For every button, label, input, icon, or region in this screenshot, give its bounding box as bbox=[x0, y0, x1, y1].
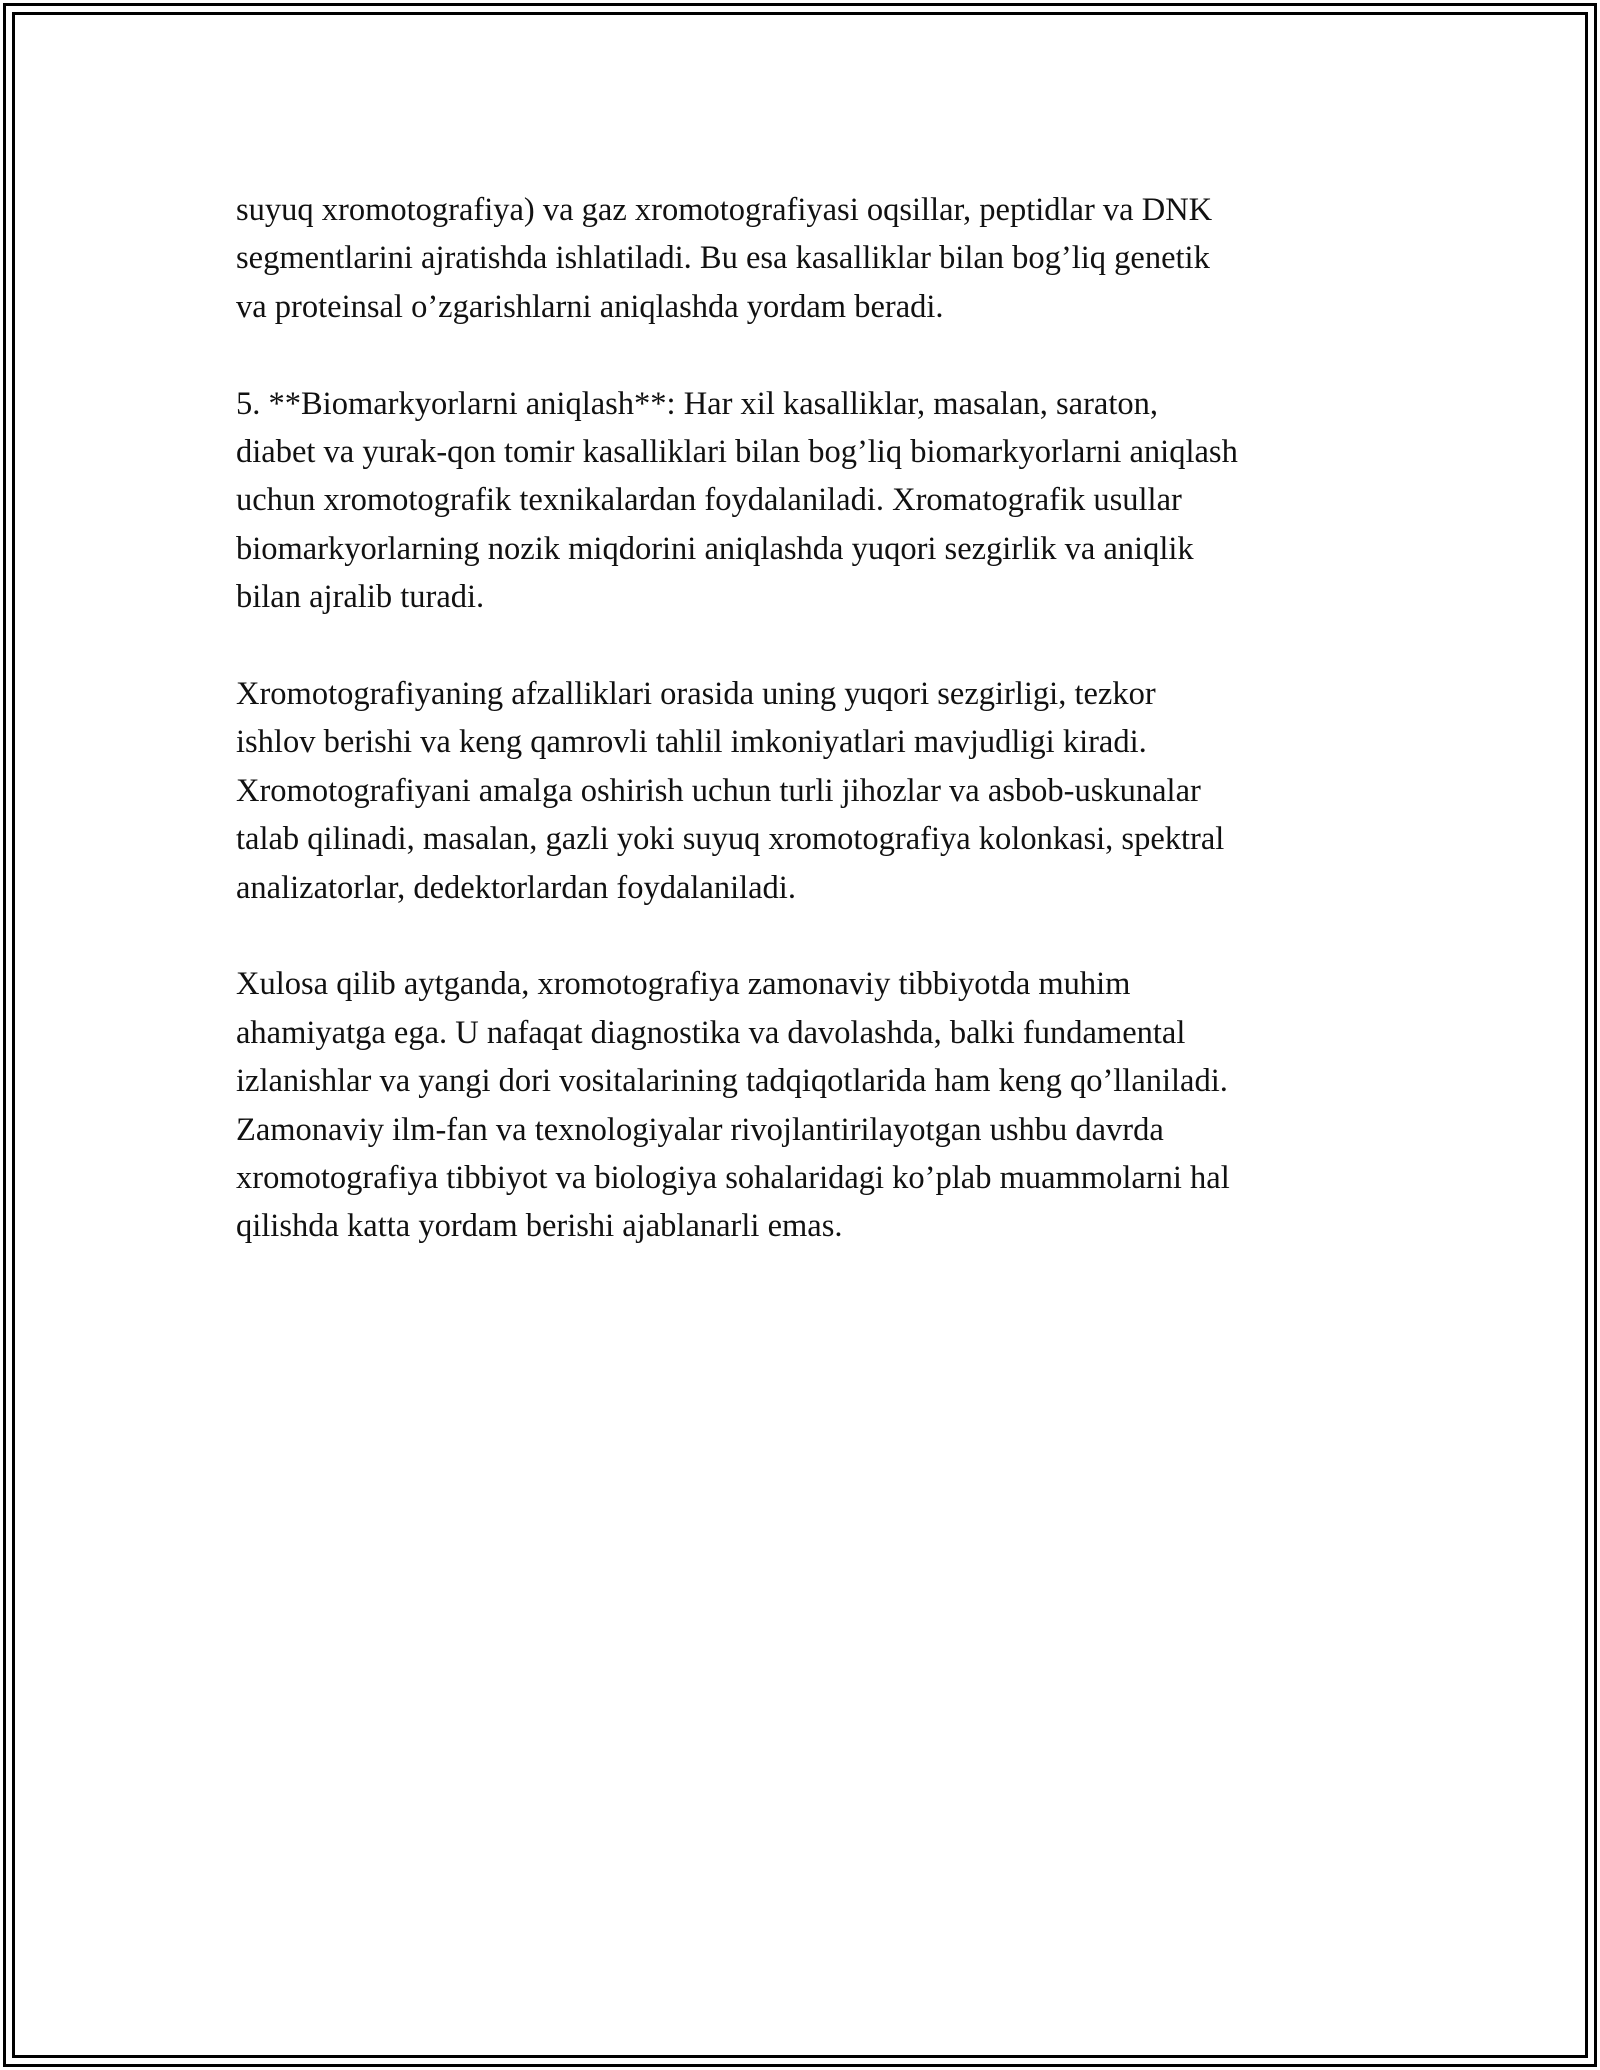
text-line: bilan ajralib turadi. bbox=[236, 579, 485, 616]
text-line: xromotografiya tibbiyot va biologiya sohalaridagi ko’plab muammolarni hal bbox=[236, 1160, 1230, 1197]
text-line: Xromotografiyani amalga oshirish uchun turli jihozlar va asbob-uskunalar bbox=[236, 772, 1201, 809]
text-line: 5. **Biomarkyorlarni aniqlash**: Har xil kasalliklar, masalan, saraton, bbox=[236, 385, 1158, 422]
text-line: diabet va yurak-qon tomir kasalliklari bilan bog’liq biomarkyorlarni aniqlash bbox=[236, 434, 1238, 471]
text-line: Zamonaviy ilm-fan va texnologiyalar rivojlantirilayotgan ushbu davrda bbox=[236, 1111, 1164, 1148]
paragraph-biomarkers bbox=[236, 380, 1376, 622]
text-line: talab qilinadi, masalan, gazli yoki suyuq xromotografiya kolonkasi, spektral bbox=[236, 821, 1225, 858]
text-line: va proteinsal o’zgarishlarni aniqlashda yordam beradi. bbox=[236, 288, 944, 325]
text-line: Xromotografiyaning afzalliklari orasida uning yuqori sezgirligi, tezkor bbox=[236, 676, 1156, 713]
paragraph-continuation bbox=[236, 186, 1376, 331]
paragraph-advantages bbox=[236, 670, 1376, 912]
text-line: suyuq xromotografiya) va gaz xromotografiyasi oqsillar, peptidlar va DNK bbox=[236, 192, 1213, 228]
text-line: biomarkyorlarning nozik miqdorini aniqlashda yuqori sezgirlik va aniqlik bbox=[236, 530, 1194, 567]
text-line: Xulosa qilib aytganda, xromotografiya zamonaviy tibbiyotda muhim bbox=[236, 966, 1131, 1003]
text-line: ishlov berishi va keng qamrovli tahlil imkoniyatlari mavjudligi kiradi. bbox=[236, 724, 1147, 761]
text-line: izlanishlar va yangi dori vositalarining tadqiqotlarida ham keng qo’llaniladi. bbox=[236, 1063, 1228, 1100]
text-line: uchun xromotografik texnikalardan foydalaniladi. Xromatografik usullar bbox=[236, 482, 1182, 519]
text-line: segmentlarini ajratishda ishlatiladi. Bu esa kasalliklar bilan bog’liq genetik bbox=[236, 240, 1210, 277]
text-line: analizatorlar, dedektorlardan foydalaniladi. bbox=[236, 869, 796, 906]
document-body bbox=[236, 186, 1376, 1299]
text-line: qilishda katta yordam berishi ajablanarli emas. bbox=[236, 1208, 843, 1245]
text-line: ahamiyatga ega. U nafaqat diagnostika va davolashda, balki fundamental bbox=[236, 1014, 1186, 1051]
paragraph-conclusion bbox=[236, 960, 1376, 1250]
